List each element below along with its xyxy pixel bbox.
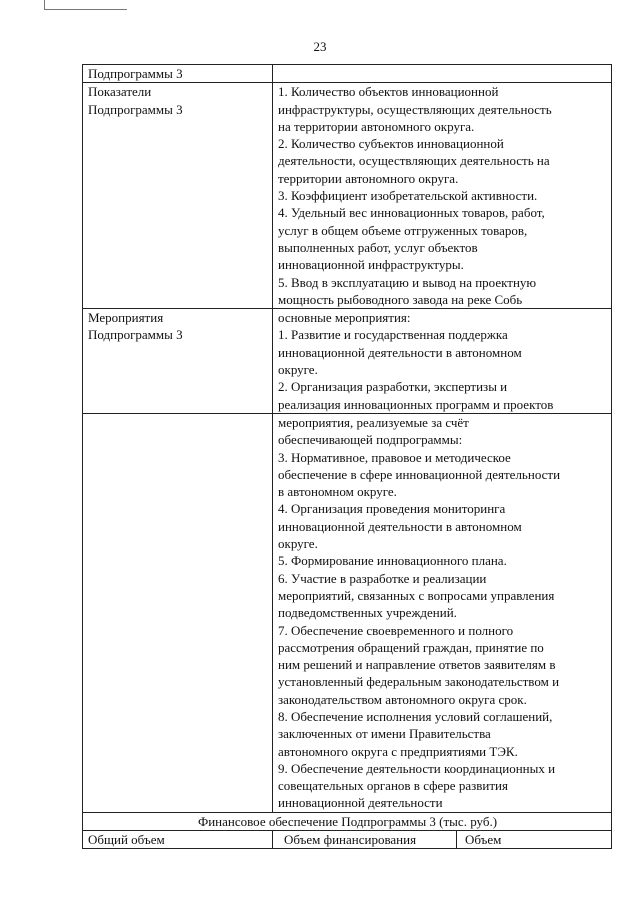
value-line: установленный федеральным законодательством и — [278, 674, 560, 690]
value-line: округе. — [278, 362, 318, 378]
value-line: 1. Количество объектов инновационной — [278, 84, 499, 100]
value-line: инновационной инфраструктуры. — [278, 257, 464, 273]
label-line: Показатели — [88, 84, 152, 100]
value-line: округе. — [278, 536, 318, 552]
row-value — [273, 413, 612, 812]
value-line: 7. Обеспечение своевременного и полного — [278, 622, 514, 638]
label-line: Мероприятия — [88, 310, 164, 326]
row-label — [83, 309, 273, 414]
value-line: автономного округа с предприятиями ТЭК. — [278, 743, 518, 759]
finance-heading-row — [83, 812, 612, 830]
value-line: обеспечение в сфере инновационной деятельности — [278, 466, 561, 482]
label-line: Подпрограммы 3 — [88, 327, 183, 343]
label-line: Подпрограммы 3 — [88, 66, 183, 81]
value-line: основные мероприятия: — [278, 310, 411, 326]
table-row — [83, 83, 612, 309]
value-line: на территории автономного округа. — [278, 118, 475, 134]
scan-edge-mark — [44, 0, 127, 10]
value-line: заключенных от имени Правительства — [278, 726, 491, 742]
value-line: подведомственных учреждений. — [278, 605, 457, 621]
value-line: выполненных работ, услуг объектов — [278, 239, 478, 255]
row-label — [83, 65, 273, 83]
value-line: 4. Организация проведения мониторинга — [278, 501, 506, 517]
value-line: территории автономного округа. — [278, 170, 459, 186]
row-value — [273, 65, 612, 83]
finance-label: Общий объем — [83, 831, 273, 849]
value-line: 9. Обеспечение деятельности координационных и — [278, 760, 556, 776]
value-line: инновационной деятельности — [278, 795, 443, 811]
value-line: 4. Удельный вес инновационных товаров, работ, — [278, 205, 545, 221]
row-value — [273, 309, 612, 414]
value-line: 1. Развитие и государственная поддержка — [278, 327, 508, 343]
value-line: 2. Количество субъектов инновационной — [278, 136, 504, 152]
value-line: мероприятий, связанных с вопросами управления — [278, 587, 555, 603]
value-line: реализация инновационных программ и проектов — [278, 396, 554, 412]
value-line: 3. Коэффициент изобретательской активности. — [278, 188, 538, 204]
value-line: инновационной деятельности в автономном — [278, 518, 522, 534]
table-row — [83, 413, 612, 812]
row-value — [273, 83, 612, 309]
value-line: в автономном округе. — [278, 484, 397, 500]
value-line: обеспечивающей подпрограммы: — [278, 432, 463, 448]
value-line: совещательных органов в сфере развития — [278, 778, 508, 794]
value-line: ним решений и направление ответов заявителям в — [278, 657, 556, 673]
value-line: деятельности, осуществляющих деятельность на — [278, 153, 550, 169]
value-line: рассмотрения обращений граждан, принятие по — [278, 639, 544, 655]
value-line: мероприятия, реализуемые за счёт — [278, 414, 469, 430]
finance-col-a: Объем финансирования — [278, 831, 457, 848]
row-label — [83, 83, 273, 309]
value-line: 3. Нормативное, правовое и методическое — [278, 449, 511, 465]
page-number: 23 — [313, 39, 327, 54]
value-line: 8. Обеспечение исполнения условий соглашений, — [278, 708, 553, 724]
row-label — [83, 413, 273, 812]
value-line: услуг в общем объеме отгруженных товаров, — [278, 222, 528, 238]
finance-col-b: Объем — [465, 832, 502, 848]
value-line: инновационной деятельности в автономном — [278, 344, 522, 360]
value-line: мощность рыбоводного завода на реке Собь — [278, 291, 523, 307]
table-row — [83, 309, 612, 414]
table-row — [83, 65, 612, 83]
finance-heading: Финансовое обеспечение Подпрограммы 3 (тыс. руб.) — [83, 812, 612, 830]
value-line: 5. Формирование инновационного плана. — [278, 553, 507, 569]
value-line: 2. Организация разработки, экспертизы и — [278, 379, 508, 395]
value-line: 5. Ввод в эксплуатацию и вывод на проектную — [278, 274, 537, 290]
value-line: законодательством автономного округа срок. — [278, 691, 527, 707]
label-line: Подпрограммы 3 — [88, 101, 183, 117]
subprogram-passport-table — [82, 64, 612, 849]
finance-row — [83, 831, 612, 849]
value-line: инфраструктуры, осуществляющих деятельность — [278, 101, 552, 117]
value-line: 6. Участие в разработке и реализации — [278, 570, 487, 586]
